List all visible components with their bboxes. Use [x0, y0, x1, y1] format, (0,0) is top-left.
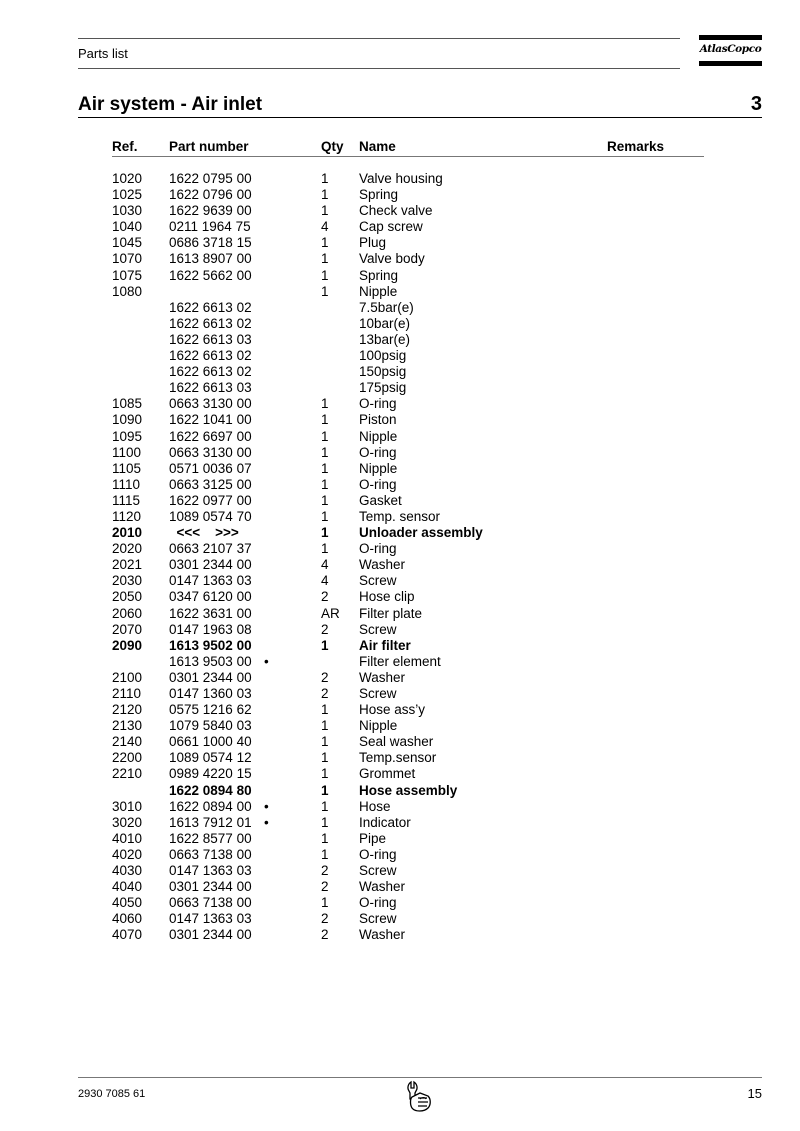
table-row — [0, 316, 800, 332]
qty-cell: 1 — [321, 428, 329, 444]
name-cell: O-ring — [359, 541, 397, 557]
qty-cell: AR — [321, 605, 340, 621]
name-cell: Gasket — [359, 492, 402, 508]
table-row — [0, 525, 800, 541]
table-row — [0, 670, 800, 686]
part-number-cell: 0686 3718 15 — [169, 235, 252, 251]
part-number-cell: 1622 6613 02 — [169, 299, 252, 315]
ref-cell: 1090 — [112, 412, 143, 428]
part-number-cell: 0661 1000 40 — [169, 734, 252, 750]
part-number-cell: 1622 5662 00 — [169, 267, 252, 283]
ref-cell: 2110 — [112, 686, 142, 701]
name-cell: O-ring — [359, 476, 397, 492]
part-number-cell: 1622 0894 80 — [169, 782, 252, 798]
table-row — [0, 268, 800, 284]
parts-table — [0, 171, 800, 944]
table-row — [0, 589, 800, 605]
name-cell: Indicator — [359, 814, 411, 830]
ref-cell: 4050 — [112, 895, 143, 911]
name-cell: 175psig — [359, 380, 407, 396]
table-row — [0, 638, 800, 654]
part-number-cell: <<< >>> — [169, 525, 239, 541]
table-row — [0, 847, 800, 863]
bullet-cell: • — [264, 653, 269, 669]
qty-cell: 1 — [321, 702, 329, 718]
qty-cell: 1 — [321, 396, 329, 412]
ref-cell: 2210 — [112, 766, 143, 782]
table-row — [0, 895, 800, 911]
part-number-cell: 0663 2107 37 — [169, 541, 252, 557]
qty-cell: 4 — [321, 573, 329, 589]
ref-cell: 1105 — [112, 460, 142, 476]
part-number-cell: 0301 2344 00 — [169, 669, 252, 685]
name-cell: Piston — [359, 412, 397, 428]
name-cell: Washer — [359, 927, 406, 943]
ref-cell: 2050 — [112, 589, 143, 605]
part-number-cell: 0301 2344 00 — [169, 879, 252, 895]
part-number-cell: 1622 8577 00 — [169, 830, 252, 846]
table-row — [0, 300, 800, 316]
name-cell: Air filter — [359, 637, 411, 653]
part-number-cell: 1622 6613 02 — [169, 364, 252, 380]
table-row — [0, 412, 800, 428]
part-number-cell: 0663 3130 00 — [169, 396, 252, 412]
part-number-cell: 1089 0574 70 — [169, 508, 252, 524]
name-cell: Washer — [359, 879, 406, 895]
qty-cell: 1 — [321, 476, 329, 492]
name-cell: Unloader assembly — [359, 525, 483, 541]
name-cell: Hose — [359, 798, 391, 814]
ref-cell: 4060 — [112, 911, 143, 927]
name-cell: 7.5bar(e) — [359, 299, 414, 315]
name-cell: Screw — [359, 863, 397, 879]
qty-cell: 1 — [321, 203, 329, 219]
part-number-cell: 1613 7912 01 — [169, 814, 252, 830]
table-row — [0, 879, 800, 895]
table-row — [0, 445, 800, 461]
name-cell: Spring — [359, 267, 399, 283]
ref-cell: 2100 — [112, 669, 143, 685]
name-cell: 10bar(e) — [359, 315, 411, 331]
part-number-cell: 1622 0977 00 — [169, 492, 252, 508]
ref-cell: 2120 — [112, 702, 143, 718]
part-number-cell: 0347 6120 00 — [169, 589, 252, 605]
ref-cell: 2020 — [112, 541, 143, 557]
table-row — [0, 509, 800, 525]
table-row — [0, 332, 800, 348]
table-row — [0, 606, 800, 622]
qty-cell: 1 — [321, 895, 329, 911]
table-row — [0, 702, 800, 718]
ref-cell: 3010 — [112, 798, 143, 814]
qty-cell: 2 — [321, 863, 329, 879]
name-cell: Hose ass’y — [359, 702, 426, 718]
section-number: 3 — [750, 93, 762, 115]
part-number-cell: 1622 6613 03 — [169, 380, 252, 396]
qty-cell: 2 — [321, 669, 329, 685]
table-row — [0, 396, 800, 412]
qty-cell: 2 — [321, 927, 329, 943]
qty-cell: 1 — [321, 525, 329, 541]
part-number-cell: 0147 1360 03 — [169, 686, 252, 701]
atlas-copco-logo — [699, 35, 762, 67]
header-underline — [112, 156, 704, 157]
qty-cell: 1 — [321, 798, 329, 814]
table-row — [0, 927, 800, 943]
ref-cell: 4010 — [112, 830, 143, 846]
col-header-qty: Qty — [321, 139, 344, 154]
name-cell: 13bar(e) — [359, 331, 411, 347]
table-row — [0, 235, 800, 251]
table-row — [0, 171, 800, 187]
ref-cell: 1070 — [112, 251, 143, 267]
table-row — [0, 364, 800, 380]
part-number-cell: 1622 1041 00 — [169, 412, 252, 428]
ref-cell: 1100 — [112, 444, 142, 460]
name-cell: Nipple — [359, 283, 398, 299]
name-cell: Hose clip — [359, 589, 415, 605]
part-number-cell: 1613 9502 00 — [169, 637, 252, 653]
table-row — [0, 380, 800, 396]
qty-cell: 1 — [321, 718, 329, 734]
col-header-name: Name — [359, 139, 396, 154]
table-row — [0, 219, 800, 235]
ref-cell: 2021 — [112, 557, 143, 573]
part-number-cell: 0301 2344 00 — [169, 557, 252, 573]
name-cell: Screw — [359, 686, 397, 701]
ref-cell: 1095 — [112, 428, 143, 444]
table-row — [0, 251, 800, 267]
name-cell: Filter element — [359, 653, 441, 669]
ref-cell: 4020 — [112, 846, 143, 862]
logo-bar-top — [699, 35, 762, 40]
ref-cell: 2140 — [112, 734, 143, 750]
ref-cell: 1040 — [112, 219, 143, 235]
page-title: Air system - Air inlet — [78, 94, 263, 115]
part-number-cell: 0147 1963 08 — [169, 621, 252, 637]
qty-cell: 1 — [321, 283, 329, 299]
name-cell: Temp.sensor — [359, 750, 437, 766]
ref-cell: 2200 — [112, 750, 143, 766]
ref-cell: 2030 — [112, 573, 143, 589]
qty-cell: 1 — [321, 814, 329, 830]
name-cell: 150psig — [359, 364, 407, 380]
table-row — [0, 187, 800, 203]
part-number-cell: 0663 3130 00 — [169, 444, 252, 460]
name-cell: Plug — [359, 235, 387, 251]
table-row — [0, 766, 800, 782]
part-number-cell: 1622 6613 02 — [169, 348, 252, 364]
name-cell: Screw — [359, 911, 397, 927]
qty-cell: 4 — [321, 219, 329, 235]
part-number-cell: 0663 7138 00 — [169, 846, 252, 862]
part-number-cell: 1089 0574 12 — [169, 750, 252, 766]
table-row — [0, 911, 800, 927]
bullet-cell: • — [264, 798, 269, 814]
table-row — [0, 654, 800, 670]
ref-cell: 4030 — [112, 863, 143, 879]
name-cell: Filter plate — [359, 605, 423, 621]
part-number-cell: 1079 5840 03 — [169, 718, 252, 734]
qty-cell: 4 — [321, 557, 329, 573]
part-number-cell: 1622 0795 00 — [169, 171, 252, 186]
part-number-cell: 0575 1216 62 — [169, 702, 252, 718]
logo-text: AtlasCopco — [699, 43, 762, 55]
table-row — [0, 622, 800, 638]
name-cell: Hose assembly — [359, 782, 458, 798]
header-rule-top — [78, 38, 680, 39]
table-row — [0, 477, 800, 493]
qty-cell: 1 — [321, 766, 329, 782]
page-number: 15 — [747, 1086, 762, 1101]
header-rule-bottom — [78, 68, 680, 69]
part-number-cell: 1622 0894 00 — [169, 798, 252, 814]
table-row — [0, 831, 800, 847]
part-number-cell: 1622 3631 00 — [169, 605, 252, 621]
name-cell: Valve body — [359, 251, 425, 267]
part-number-cell: 1622 9639 00 — [169, 203, 252, 219]
footer-rule — [78, 1077, 762, 1078]
col-header-ref: Ref. — [112, 139, 138, 154]
name-cell: Washer — [359, 557, 406, 573]
name-cell: Cap screw — [359, 219, 423, 235]
col-header-part-number: Part number — [169, 139, 249, 154]
qty-cell: 1 — [321, 460, 329, 476]
qty-cell: 1 — [321, 444, 329, 460]
name-cell: Valve housing — [359, 171, 443, 186]
ref-cell: 1075 — [112, 267, 143, 283]
qty-cell: 1 — [321, 171, 329, 186]
name-cell: Spring — [359, 187, 399, 203]
table-row — [0, 348, 800, 364]
table-row — [0, 429, 800, 445]
table-row — [0, 783, 800, 799]
qty-cell: 2 — [321, 879, 329, 895]
title-rule — [78, 117, 762, 118]
part-number-cell: 0663 7138 00 — [169, 895, 252, 911]
name-cell: Seal washer — [359, 734, 434, 750]
part-number-cell: 0147 1363 03 — [169, 863, 252, 879]
qty-cell: 1 — [321, 508, 329, 524]
name-cell: Nipple — [359, 460, 398, 476]
ref-cell: 1080 — [112, 283, 143, 299]
table-row — [0, 493, 800, 509]
qty-cell: 1 — [321, 235, 329, 251]
ref-cell: 1025 — [112, 187, 143, 203]
name-cell: Temp. sensor — [359, 508, 441, 524]
ref-cell: 2010 — [112, 525, 143, 541]
qty-cell: 1 — [321, 734, 329, 750]
name-cell: Nipple — [359, 718, 398, 734]
table-row — [0, 686, 800, 702]
qty-cell: 2 — [321, 911, 329, 927]
table-row — [0, 815, 800, 831]
part-number-cell: 0663 3125 00 — [169, 476, 252, 492]
name-cell: Pipe — [359, 830, 387, 846]
ref-cell: 2070 — [112, 621, 143, 637]
table-row — [0, 284, 800, 300]
name-cell: Nipple — [359, 428, 398, 444]
col-header-remarks: Remarks — [607, 139, 665, 154]
table-row — [0, 863, 800, 879]
table-row — [0, 541, 800, 557]
qty-cell: 1 — [321, 782, 329, 798]
ref-cell: 2060 — [112, 605, 143, 621]
qty-cell: 1 — [321, 492, 329, 508]
qty-cell: 1 — [321, 637, 329, 653]
part-number-cell: 1622 6697 00 — [169, 428, 252, 444]
wrench-hand-icon — [406, 1079, 434, 1113]
name-cell: Check valve — [359, 203, 433, 219]
part-number-cell: 1622 6613 03 — [169, 331, 252, 347]
qty-cell: 1 — [321, 846, 329, 862]
name-cell: Screw — [359, 621, 397, 637]
header-label: Parts list — [78, 46, 128, 61]
table-row — [0, 734, 800, 750]
name-cell: 100psig — [359, 348, 407, 364]
name-cell: Screw — [359, 573, 397, 589]
part-number-cell: 1613 8907 00 — [169, 251, 252, 267]
document-number: 2930 7085 61 — [78, 1088, 146, 1100]
qty-cell: 1 — [321, 187, 329, 203]
table-row — [0, 718, 800, 734]
ref-cell: 2090 — [112, 637, 143, 653]
part-number-cell: 0571 0036 07 — [169, 460, 252, 476]
name-cell: Grommet — [359, 766, 416, 782]
qty-cell: 2 — [321, 621, 329, 637]
ref-cell: 4070 — [112, 927, 143, 943]
ref-cell: 1085 — [112, 396, 143, 412]
qty-cell: 1 — [321, 267, 329, 283]
qty-cell: 1 — [321, 251, 329, 267]
logo-bar-bottom — [699, 61, 762, 66]
part-number-cell: 0147 1363 03 — [169, 573, 252, 589]
name-cell: O-ring — [359, 895, 397, 911]
ref-cell: 1030 — [112, 203, 143, 219]
ref-cell: 4040 — [112, 879, 143, 895]
qty-cell: 1 — [321, 830, 329, 846]
part-number-cell: 0301 2344 00 — [169, 927, 252, 943]
table-row — [0, 799, 800, 815]
ref-cell: 1020 — [112, 171, 143, 186]
ref-cell: 1120 — [112, 508, 142, 524]
name-cell: O-ring — [359, 846, 397, 862]
part-number-cell: 0147 1363 03 — [169, 911, 252, 927]
ref-cell: 2130 — [112, 718, 143, 734]
table-row — [0, 461, 800, 477]
table-row — [0, 203, 800, 219]
part-number-cell: 1622 6613 02 — [169, 315, 252, 331]
part-number-cell: 0989 4220 15 — [169, 766, 252, 782]
ref-cell: 1115 — [112, 492, 141, 508]
qty-cell: 1 — [321, 412, 329, 428]
name-cell: O-ring — [359, 396, 397, 412]
ref-cell: 1110 — [112, 476, 141, 492]
table-row — [0, 557, 800, 573]
qty-cell: 2 — [321, 686, 329, 701]
qty-cell: 1 — [321, 750, 329, 766]
table-row — [0, 750, 800, 766]
name-cell: O-ring — [359, 444, 397, 460]
bullet-cell: • — [264, 814, 269, 830]
name-cell: Washer — [359, 669, 406, 685]
qty-cell: 1 — [321, 541, 329, 557]
ref-cell: 3020 — [112, 814, 143, 830]
table-row — [0, 573, 800, 589]
ref-cell: 1045 — [112, 235, 143, 251]
part-number-cell: 1613 9503 00 — [169, 653, 252, 669]
part-number-cell: 0211 1964 75 — [169, 219, 251, 235]
part-number-cell: 1622 0796 00 — [169, 187, 252, 203]
qty-cell: 2 — [321, 589, 329, 605]
